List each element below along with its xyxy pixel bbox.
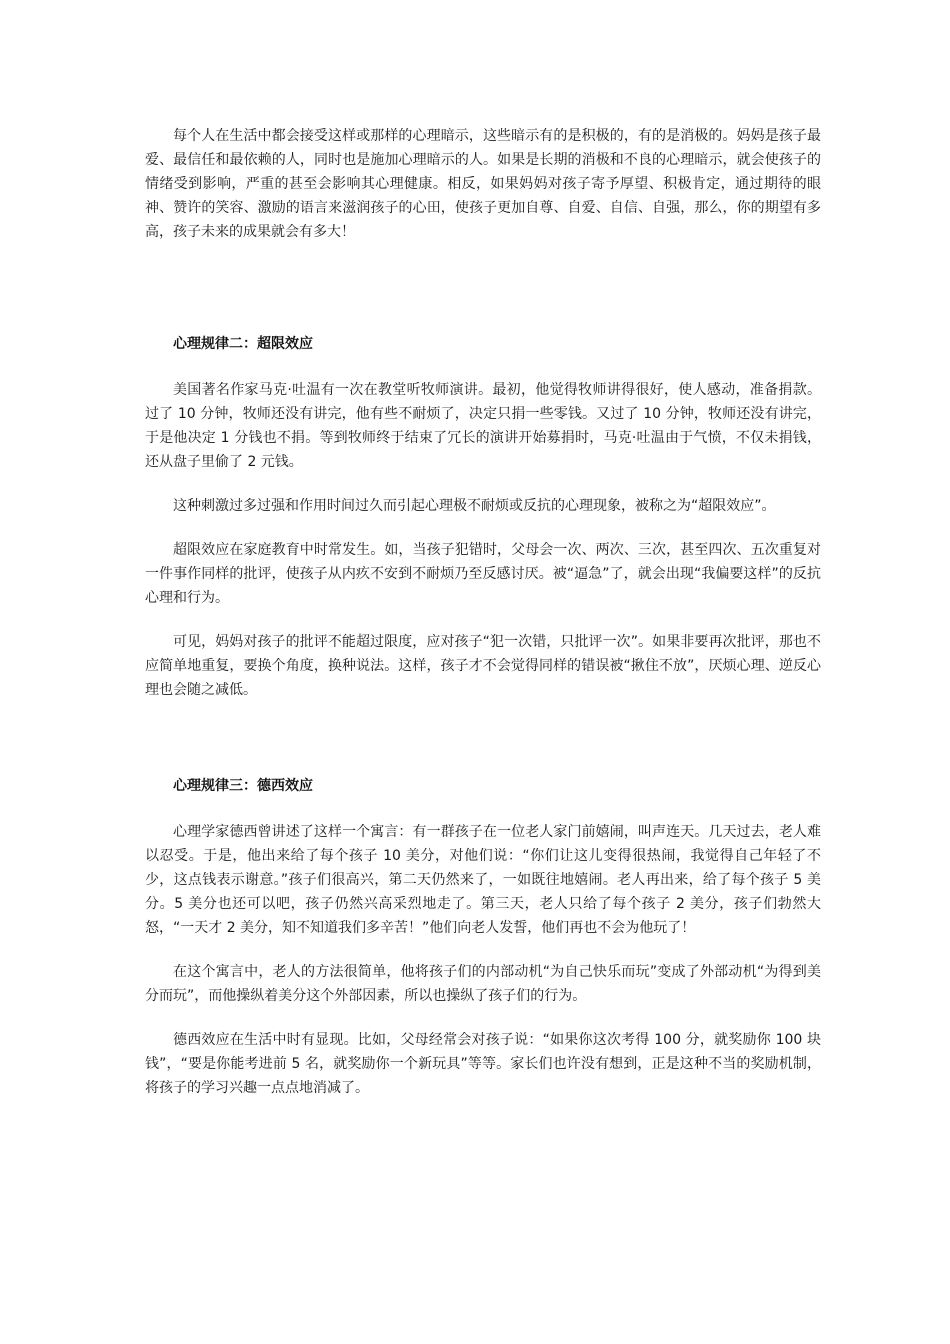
- spacer: [145, 702, 821, 774]
- section-heading-deci-effect: 心理规律三：德西效应: [173, 778, 313, 794]
- paragraph-deci-fable: 心理学家德西曾讲述了这样一个寓言：有一群孩子在一位老人家门前嬉闹，叫声连天。几天过去，老人难以忍受。于是，他出来给了每个孩子 10 美分，对他们说：“你们让这儿变得很热闹，我觉得自己年轻了不少，这点钱表示谢意。”孩子们很高兴，第二天仍然来了，一如既往地嬉闹。老人再出来，给了每个孩子 5 美分。5 美分也还可以吧，孩子仍然兴高采烈地走了。第三天，老人只给了每个孩子 2 美分，孩子们勃然大怒，“一天才 2 美分，知不知道我们多辛苦！”他们向老人发誓，他们再也不会为他玩了！: [145, 824, 821, 936]
- spacer: [145, 356, 821, 378]
- spacer: [145, 244, 821, 332]
- section-heading-superlimit-effect: 心理规律二：超限效应: [173, 336, 313, 352]
- spacer: [145, 798, 821, 820]
- paragraph-superlimit-family: 超限效应在家庭教育中时常发生。如，当孩子犯错时，父母会一次、两次、三次，甚至四次、五次重复对一件事作同样的批评，使孩子从内疚不安到不耐烦乃至反感讨厌。被“逼急”了，就会出现“我偏要这样”的反抗心理和行为。: [145, 542, 821, 606]
- intro-paragraph: 每个人在生活中都会接受这样或那样的心理暗示，这些暗示有的是积极的，有的是消极的。妈妈是孩子最爱、最信任和最依赖的人，同时也是施加心理暗示的人。如果是长期的消极和不良的心理暗示，就会使孩子的情绪受到影响，严重的甚至会影响其心理健康。相反，如果妈妈对孩子寄予厚望、积极肯定，通过期待的眼神、赞许的笑容、激励的语言来滋润孩子的心田，使孩子更加自尊、自爱、自信、自强，那么，你的期望有多高，孩子未来的成果就会有多大！: [145, 128, 821, 240]
- paragraph-mark-twain-story: 美国著名作家马克·吐温有一次在教堂听牧师演讲。最初，他觉得牧师讲得很好，使人感动，准备捐款。过了 10 分钟，牧师还没有讲完，他有些不耐烦了，决定只捐一些零钱。又过了 10 分钟，牧师还没有讲完，于是他决定 1 分钱也不捐。等到牧师终于结束了冗长的演讲开始募捐时，马克·吐温由于气愤，不仅未捐钱，还从盘子里偷了 2 元钱。: [145, 382, 821, 470]
- paragraph-superlimit-advice: 可见，妈妈对孩子的批评不能超过限度，应对孩子“犯一次错，只批评一次”。如果非要再次批评，那也不应简单地重复，要换个角度，换种说法。这样，孩子才不会觉得同样的错误被“揪住不放”，厌烦心理、逆反心理也会随之减低。: [145, 634, 821, 698]
- paragraph-deci-life: 德西效应在生活中时有显现。比如，父母经常会对孩子说：“如果你这次考得 100 分，就奖励你 100 块钱”，“要是你能考进前 5 名，就奖励你一个新玩具”等等。家长们也许没有想到，正是这种不当的奖励机制，将孩子的学习兴趣一点点地消减了。: [145, 1032, 821, 1096]
- paragraph-superlimit-definition: 这种刺激过多过强和作用时间过久而引起心理极不耐烦或反抗的心理现象，被称之为“超限效应”。: [173, 498, 776, 514]
- document-body: [145, 124, 821, 1100]
- paragraph-deci-explanation: 在这个寓言中，老人的方法很简单，他将孩子们的内部动机“为自己快乐而玩”变成了外部动机“为得到美分而玩”，而他操纵着美分这个外部因素，所以也操纵了孩子们的行为。: [145, 964, 821, 1004]
